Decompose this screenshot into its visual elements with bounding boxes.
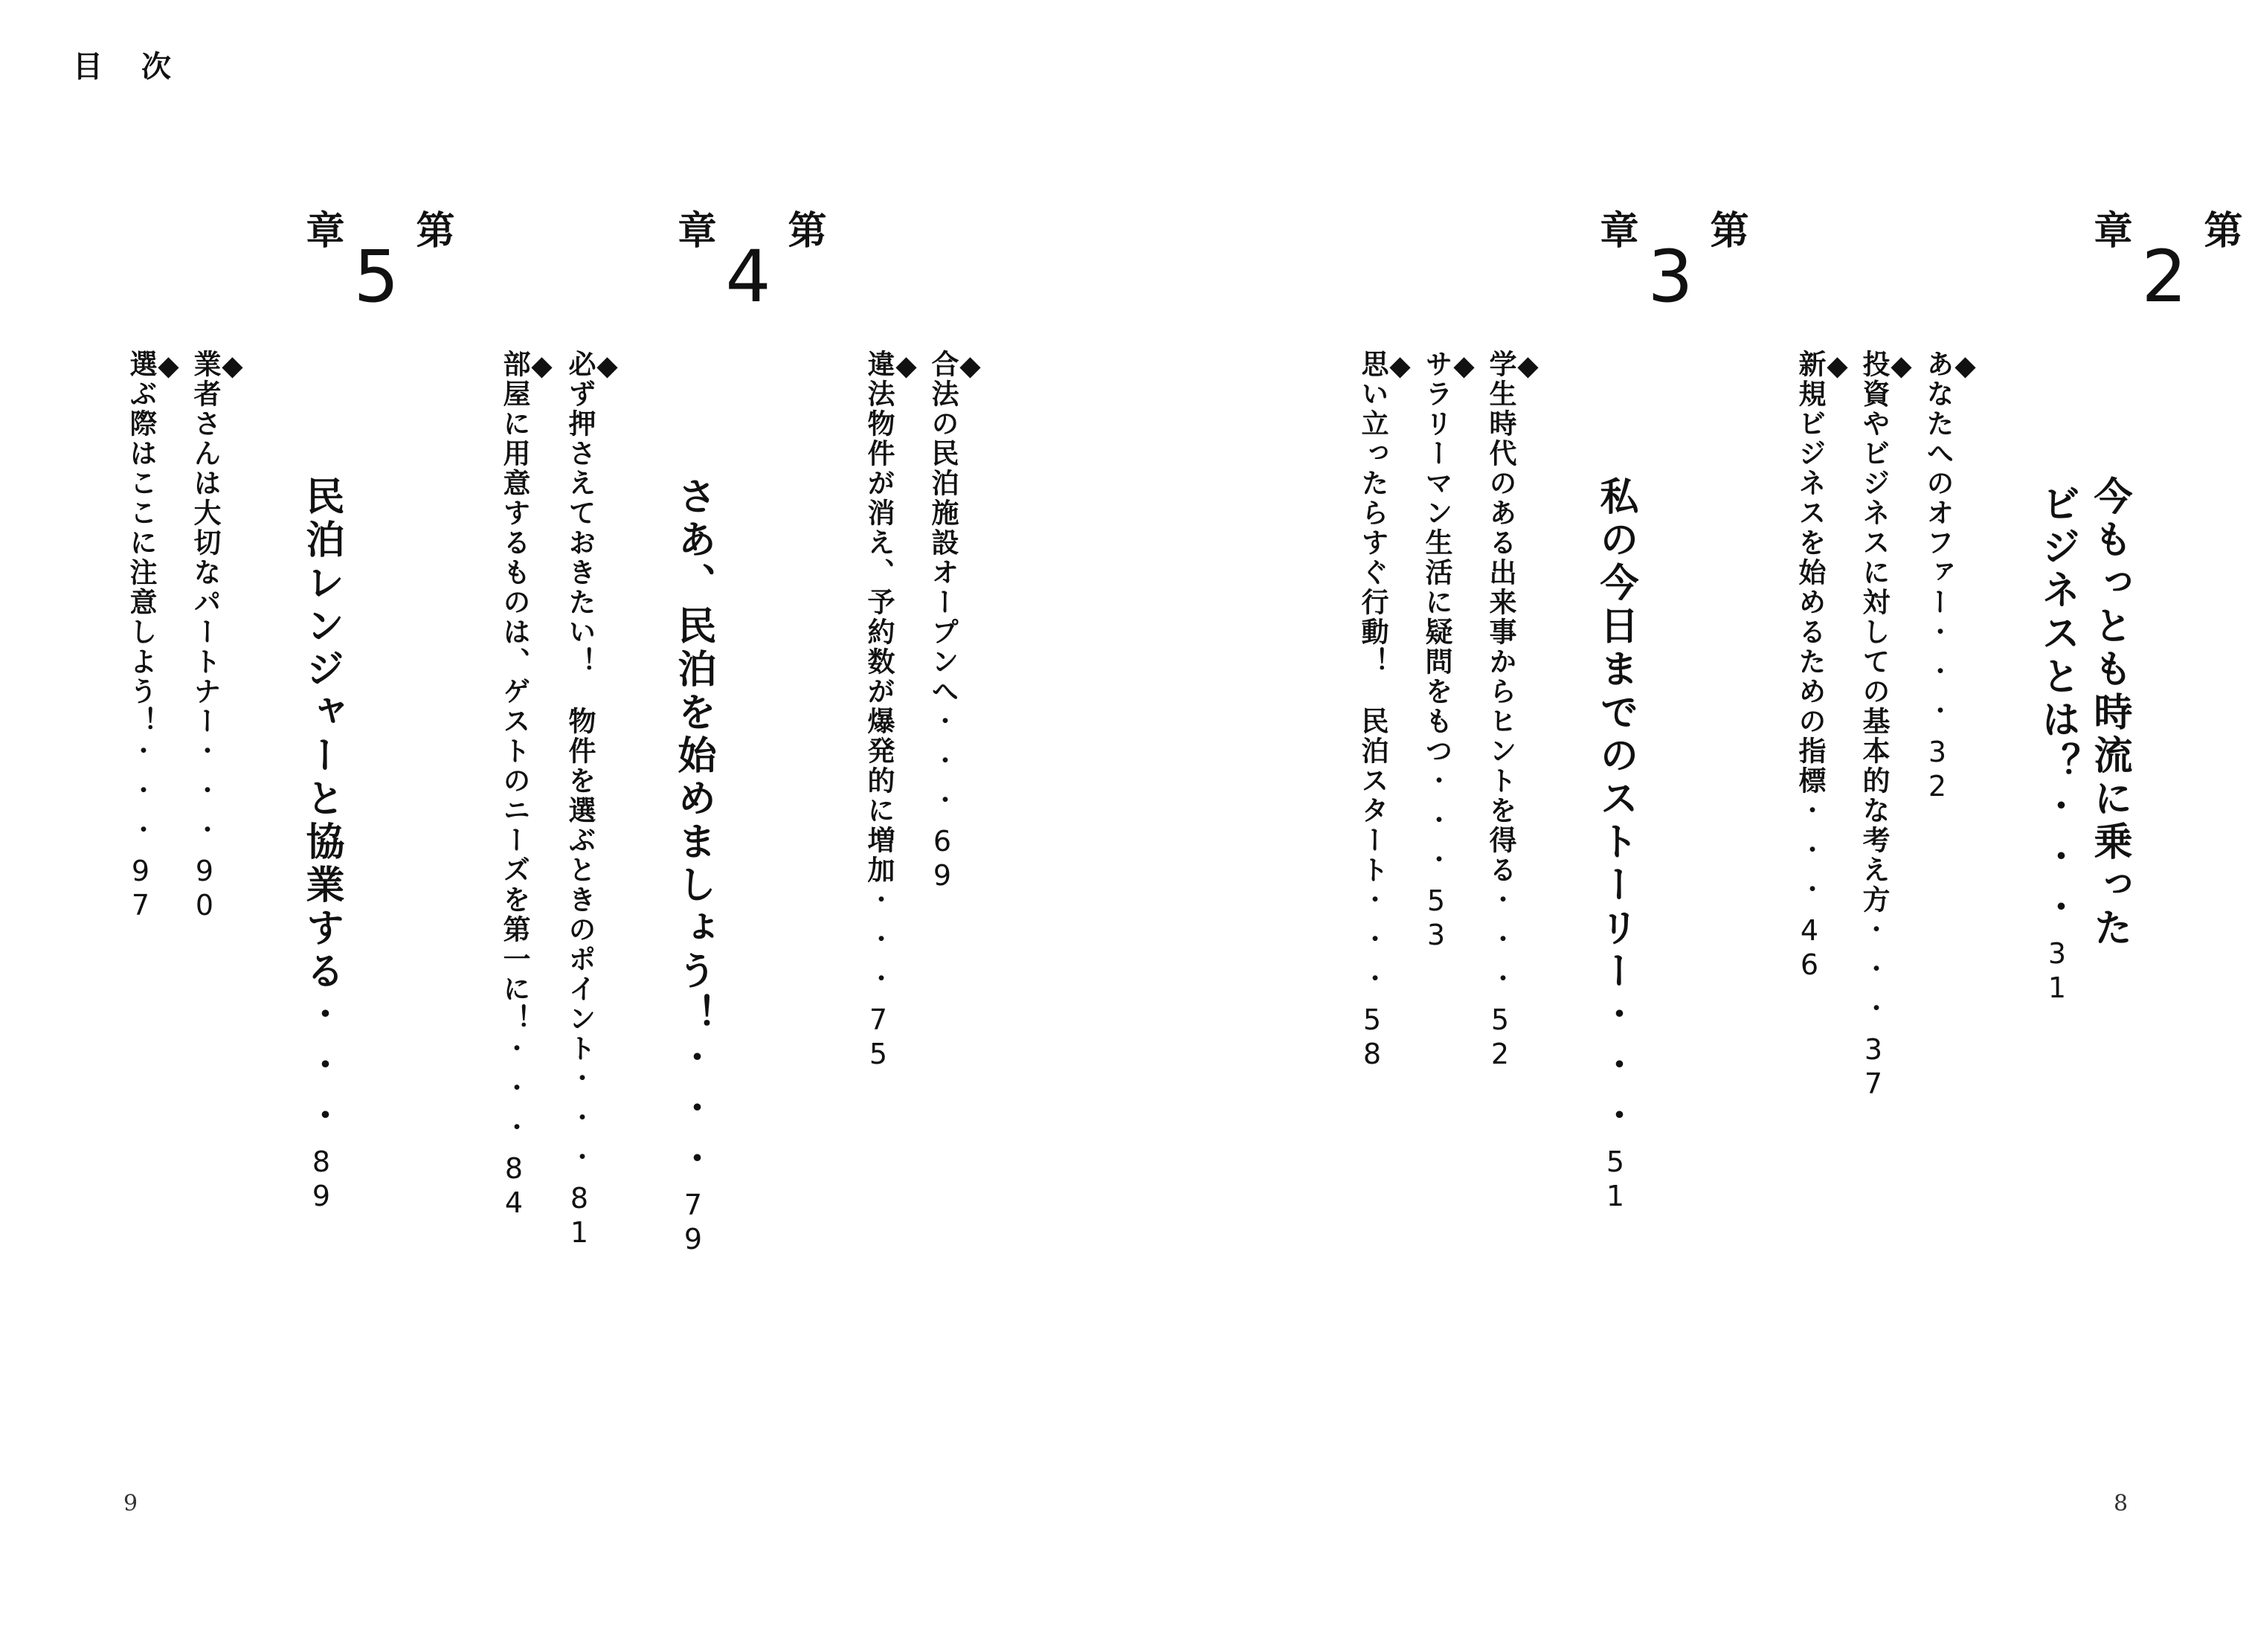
chapter-5-section-1: ◆ 業者さんは大切なパートナー・・・90 — [188, 350, 248, 923]
chapter-2-section-1: ◆ あなたへのオファー・・・32 — [1921, 350, 1981, 804]
bullet-diamond-icon: ◆ — [526, 350, 558, 384]
chapter-5-page: 89 — [305, 1145, 338, 1214]
chapter-5-section-2: ◆ 選ぶ際はここに注意しよう！・・・97 — [124, 350, 184, 923]
toc-header-char-1: 目 — [73, 50, 103, 84]
chapter-4-section-4: ◆ 部屋に用意するものは、ゲストのニーズを第一に！・・・84 — [498, 350, 558, 1221]
chapter-3-label: 第 3 章 — [1593, 210, 1748, 318]
section-page: 69 — [926, 825, 959, 893]
bullet-diamond-icon: ◆ — [954, 350, 986, 384]
chapter-4-section-3: ◆ 必ず押さえておきたい！ 物件を選ぶときのポイント・・・81 — [563, 350, 623, 1250]
chapter-2-leader: ・・・ — [2035, 785, 2079, 937]
chapter-3-title: 私の今日までのストーリー・・・51 — [1593, 476, 1638, 1214]
bullet-diamond-icon: ◆ — [1885, 350, 1917, 384]
section-page: 46 — [1793, 914, 1826, 983]
chapter-3-page: 51 — [1599, 1145, 1632, 1214]
bullet-diamond-icon: ◆ — [1384, 350, 1416, 384]
chapter-3-number: 3 — [1629, 235, 1712, 318]
section-page: 32 — [1921, 736, 1954, 804]
chapter-5-number: 5 — [335, 235, 418, 318]
bullet-diamond-icon: ◆ — [591, 350, 623, 384]
chapter-5-label: 第 5 章 — [299, 210, 454, 318]
bullet-diamond-icon: ◆ — [1448, 350, 1480, 384]
chapter-4-page: 79 — [677, 1189, 710, 1257]
section-page: 58 — [1356, 1003, 1389, 1072]
chapter-2-page: 31 — [2041, 937, 2073, 1006]
section-page: 75 — [862, 1003, 895, 1072]
chapter-3-section-2: ◆ サラリーマン生活に疑問をもつ・・・53 — [1420, 350, 1480, 953]
chapter-4-section-1: ◆ 合法の民泊施設オープンへ・・・69 — [926, 350, 986, 893]
chapter-4-number: 4 — [707, 235, 790, 318]
chapter-3-section-1: ◆ 学生時代のある出来事からヒントを得る・・・52 — [1484, 350, 1544, 1072]
chapter-2-dai: 第 — [2197, 210, 2242, 248]
chapter-4-section-2: ◆ 違法物件が消え、予約数が爆発的に増加・・・75 — [862, 350, 922, 1072]
chapter-2-sho: 章 — [2087, 210, 2131, 248]
chapter-5-title: 民泊レンジャーと協業する・・・89 — [299, 476, 344, 1214]
section-page: 53 — [1420, 884, 1452, 953]
bullet-diamond-icon: ◆ — [216, 350, 248, 384]
section-page: 37 — [1857, 1033, 1890, 1102]
chapter-2-section-2: ◆ 投資やビジネスに対しての基本的な考え方・・・37 — [1857, 350, 1917, 1102]
section-page: 81 — [563, 1182, 596, 1250]
toc-header-char-2: 次 — [141, 50, 171, 84]
chapter-2-number: 2 — [2123, 235, 2206, 318]
bullet-diamond-icon: ◆ — [1512, 350, 1544, 384]
bullet-diamond-icon: ◆ — [1949, 350, 1981, 384]
bullet-diamond-icon: ◆ — [1821, 350, 1853, 384]
chapter-2-label — [2087, 210, 2242, 338]
chapter-4-label: 第 4 章 — [671, 210, 826, 318]
section-page: 52 — [1484, 1003, 1516, 1072]
section-page: 90 — [188, 855, 221, 923]
chapter-2-title-line-2: ビジネスとは？・・・31 — [2035, 483, 2079, 1006]
section-page: 84 — [498, 1152, 530, 1221]
section-page: 97 — [124, 855, 157, 923]
chapter-2-title-line-1: 今もっとも時流に乗った — [2087, 476, 2131, 951]
toc-header — [73, 52, 171, 82]
chapter-2-section-3: ◆ 新規ビジネスを始めるための指標・・・46 — [1793, 350, 1853, 983]
bullet-diamond-icon: ◆ — [152, 350, 184, 384]
folio-right: 8 — [2114, 1491, 2129, 1517]
chapter-4-title: さあ、民泊を始めましょう！・・・79 — [671, 476, 715, 1257]
chapter-3-section-3: ◆ 思い立ったらすぐ行動！ 民泊スタート・・・58 — [1356, 350, 1416, 1072]
bullet-diamond-icon: ◆ — [890, 350, 922, 384]
folio-left: 9 — [123, 1491, 138, 1517]
